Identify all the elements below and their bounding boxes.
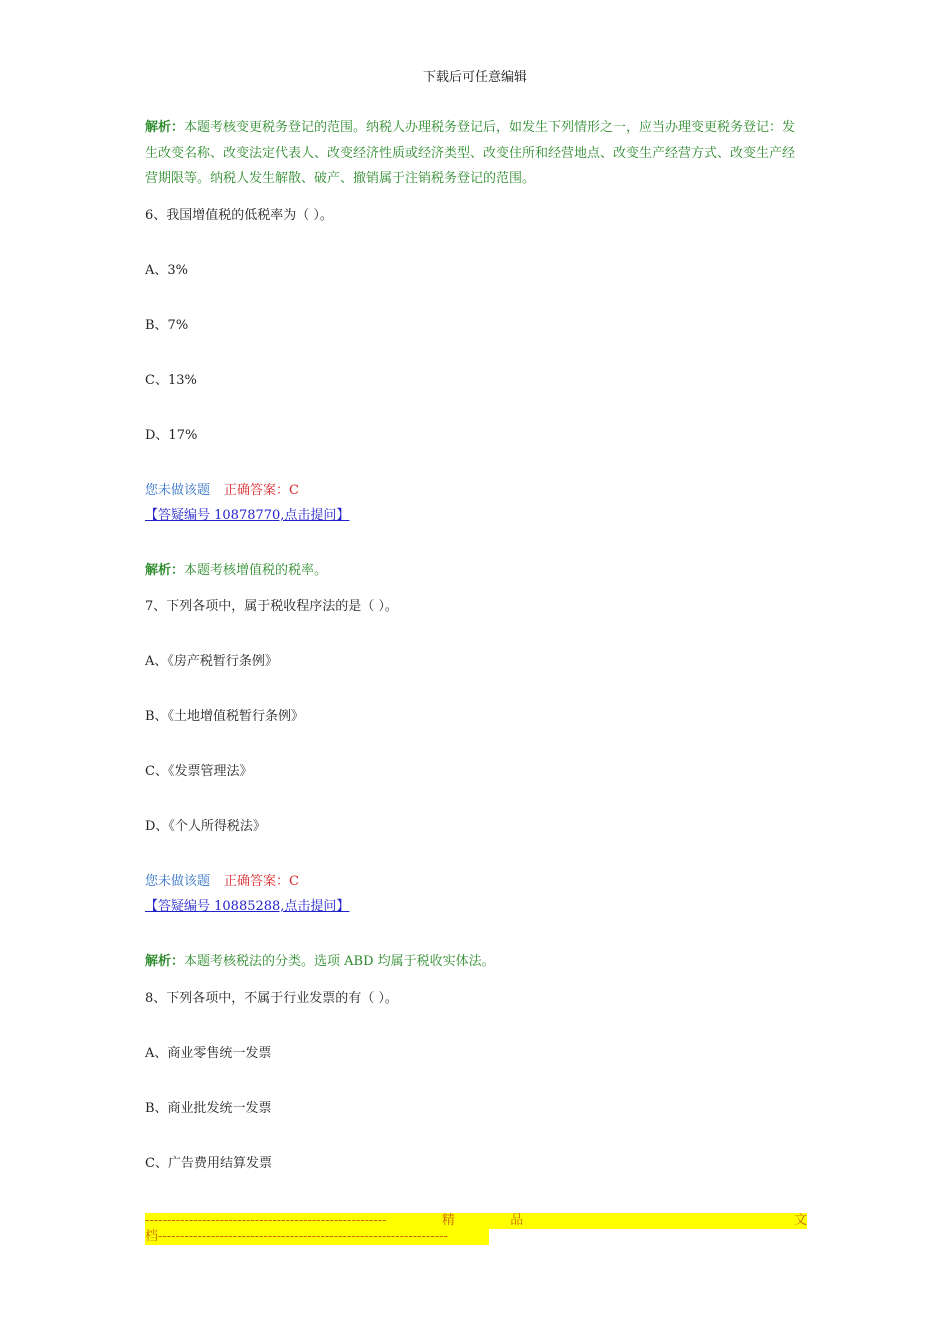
q7-status: 您未做该题 [145, 874, 211, 889]
analysis-q5 [145, 115, 807, 192]
footer-char-3: 文 [793, 1213, 807, 1228]
q8-option-b: B、商业批发统一发票 [145, 1101, 272, 1116]
analysis-label: 解析： [145, 120, 185, 135]
analysis-text: 本题考核税法的分类。选项 ABD 均属于税收实体法。 [184, 954, 495, 969]
q6-result [145, 478, 299, 503]
q6-ask-link-row [145, 503, 349, 528]
footer-char-2: 品 [510, 1213, 524, 1228]
question-6: 6、我国增值税的低税率为（ ）。 [145, 208, 333, 223]
q8-option-c: C、广告费用结算发票 [145, 1156, 272, 1171]
q7-option-d: D、《个人所得税法》 [145, 819, 266, 834]
q7-ask-link-row [145, 894, 349, 919]
q7-answer: 正确答案：C [224, 874, 299, 889]
footer-banner [145, 1213, 807, 1250]
footer-row-1 [145, 1213, 807, 1229]
analysis-label: 解析： [145, 563, 185, 578]
q7-ask-link[interactable]: 【答疑编号 10885288,点击提问】 [145, 899, 350, 914]
question-8: 8、下列各项中，不属于行业发票的有（ ）。 [145, 991, 398, 1006]
analysis-label: 解析： [145, 954, 185, 969]
question-7: 7、下列各项中，属于税收程序法的是（ ）。 [145, 599, 398, 614]
q6-answer: 正确答案：C [224, 483, 299, 498]
page-header: 下载后可任意编辑 [422, 70, 527, 85]
q6-option-c: C、13% [145, 373, 197, 388]
footer-spacer [579, 1213, 739, 1229]
q6-option-b: B、7% [145, 318, 189, 333]
footer-dashes: ------------------------------------------------------- [145, 1213, 387, 1228]
analysis-q6 [145, 558, 327, 583]
q7-option-a: A、《房产税暂行条例》 [145, 654, 278, 669]
q6-ask-link[interactable]: 【答疑编号 10878770,点击提问】 [145, 508, 350, 523]
analysis-text: 本题考核变更税务登记的范围。纳税人办理税务登记后，如发生下列情形之一，应当办理变更税务登记：发生改变名称、改变法定代表人、改变经济性质或经济类型、改变住所和经营地点、改变生产经营方式、改变生产经营期限等。纳税人发生解散、破产、撤销属于注销税务登记的范围。 [145, 120, 796, 186]
q6-option-a: A、3% [145, 263, 189, 278]
footer-row-2: 档------------------------------------------------------------------ [145, 1229, 489, 1245]
analysis-text: 本题考核增值税的税率。 [184, 563, 328, 578]
footer-char-1: 精 [441, 1213, 455, 1228]
q7-result [145, 869, 299, 894]
q7-option-c: C、《发票管理法》 [145, 764, 253, 779]
q7-option-b: B、《土地增值税暂行条例》 [145, 709, 305, 724]
analysis-q7 [145, 949, 495, 974]
q6-status: 您未做该题 [145, 483, 211, 498]
q8-option-a: A、商业零售统一发票 [145, 1046, 272, 1061]
q6-option-d: D、17% [145, 428, 198, 443]
